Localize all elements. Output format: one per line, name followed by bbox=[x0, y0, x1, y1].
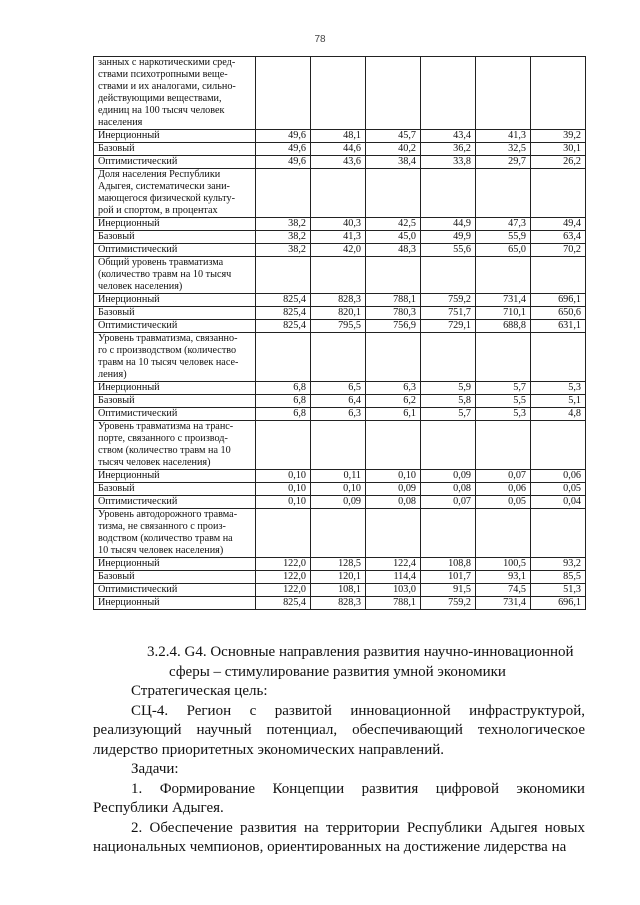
value-cell: 6,2 bbox=[366, 395, 421, 408]
value-cell: 788,1 bbox=[366, 294, 421, 307]
scenario-row bbox=[94, 143, 586, 156]
value-cell: 38,2 bbox=[256, 231, 311, 244]
value-cell: 108,8 bbox=[421, 558, 476, 571]
empty-cell bbox=[311, 333, 366, 382]
empty-cell bbox=[311, 257, 366, 294]
scenario-label: Инерционный bbox=[94, 597, 256, 610]
indicator-name: Доля населения Республики Адыгея, систематически зани- мающегося физической культу- рой и спортом, в процентах bbox=[94, 169, 256, 218]
scenario-label: Инерционный bbox=[94, 470, 256, 483]
empty-cell bbox=[531, 57, 586, 130]
value-cell: 30,1 bbox=[531, 143, 586, 156]
value-cell: 74,5 bbox=[476, 584, 531, 597]
value-cell: 103,0 bbox=[366, 584, 421, 597]
empty-cell bbox=[421, 257, 476, 294]
scenario-label: Оптимистический bbox=[94, 584, 256, 597]
empty-cell bbox=[476, 169, 531, 218]
value-cell: 5,8 bbox=[421, 395, 476, 408]
value-cell: 100,5 bbox=[476, 558, 531, 571]
scenario-row bbox=[94, 218, 586, 231]
indicator-header-row bbox=[94, 509, 586, 558]
empty-cell bbox=[256, 57, 311, 130]
indicator-header-row bbox=[94, 57, 586, 130]
empty-cell bbox=[366, 257, 421, 294]
indicator-name: Уровень травматизма, связанно- го с производством (количество травм на 10 тысяч человек насе- ления) bbox=[94, 333, 256, 382]
value-cell: 631,1 bbox=[531, 320, 586, 333]
section-text bbox=[93, 643, 585, 858]
empty-cell bbox=[366, 57, 421, 130]
value-cell: 122,0 bbox=[256, 558, 311, 571]
value-cell: 5,7 bbox=[476, 382, 531, 395]
empty-cell bbox=[366, 333, 421, 382]
indicator-table bbox=[93, 56, 586, 610]
value-cell: 85,5 bbox=[531, 571, 586, 584]
value-cell: 70,2 bbox=[531, 244, 586, 257]
value-cell: 49,6 bbox=[256, 156, 311, 169]
indicator-header-row bbox=[94, 257, 586, 294]
scenario-row bbox=[94, 320, 586, 333]
value-cell: 0,10 bbox=[256, 496, 311, 509]
value-cell: 0,08 bbox=[366, 496, 421, 509]
value-cell: 45,0 bbox=[366, 231, 421, 244]
value-cell: 710,1 bbox=[476, 307, 531, 320]
value-cell: 5,9 bbox=[421, 382, 476, 395]
value-cell: 6,8 bbox=[256, 382, 311, 395]
value-cell: 6,5 bbox=[311, 382, 366, 395]
value-cell: 40,2 bbox=[366, 143, 421, 156]
value-cell: 0,04 bbox=[531, 496, 586, 509]
scenario-row bbox=[94, 470, 586, 483]
scenario-row bbox=[94, 597, 586, 610]
scenario-label: Базовый bbox=[94, 571, 256, 584]
value-cell: 731,4 bbox=[476, 294, 531, 307]
empty-cell bbox=[311, 509, 366, 558]
value-cell: 49,6 bbox=[256, 143, 311, 156]
value-cell: 63,4 bbox=[531, 231, 586, 244]
value-cell: 44,6 bbox=[311, 143, 366, 156]
empty-cell bbox=[421, 509, 476, 558]
scenario-label: Оптимистический bbox=[94, 156, 256, 169]
scenario-row bbox=[94, 408, 586, 421]
value-cell: 55,9 bbox=[476, 231, 531, 244]
empty-cell bbox=[311, 421, 366, 470]
tasks-label: Задачи: bbox=[131, 761, 179, 777]
value-cell: 42,5 bbox=[366, 218, 421, 231]
value-cell: 0,05 bbox=[476, 496, 531, 509]
empty-cell bbox=[256, 169, 311, 218]
value-cell: 731,4 bbox=[476, 597, 531, 610]
scenario-row bbox=[94, 231, 586, 244]
scenario-label: Инерционный bbox=[94, 218, 256, 231]
value-cell: 0,07 bbox=[421, 496, 476, 509]
value-cell: 729,1 bbox=[421, 320, 476, 333]
empty-cell bbox=[256, 421, 311, 470]
value-cell: 795,5 bbox=[311, 320, 366, 333]
value-cell: 101,7 bbox=[421, 571, 476, 584]
value-cell: 38,2 bbox=[256, 218, 311, 231]
value-cell: 6,1 bbox=[366, 408, 421, 421]
value-cell: 0,10 bbox=[311, 483, 366, 496]
indicator-header-row bbox=[94, 169, 586, 218]
empty-cell bbox=[366, 509, 421, 558]
value-cell: 41,3 bbox=[476, 130, 531, 143]
value-cell: 5,1 bbox=[531, 395, 586, 408]
scenario-label: Базовый bbox=[94, 483, 256, 496]
value-cell: 5,3 bbox=[476, 408, 531, 421]
empty-cell bbox=[531, 421, 586, 470]
value-cell: 122,0 bbox=[256, 584, 311, 597]
scenario-label: Базовый bbox=[94, 307, 256, 320]
empty-cell bbox=[256, 333, 311, 382]
empty-cell bbox=[256, 509, 311, 558]
value-cell: 828,3 bbox=[311, 597, 366, 610]
value-cell: 696,1 bbox=[531, 294, 586, 307]
scenario-row bbox=[94, 294, 586, 307]
value-cell: 0,07 bbox=[476, 470, 531, 483]
empty-cell bbox=[476, 421, 531, 470]
value-cell: 120,1 bbox=[311, 571, 366, 584]
value-cell: 6,3 bbox=[311, 408, 366, 421]
value-cell: 0,09 bbox=[366, 483, 421, 496]
scenario-label: Оптимистический bbox=[94, 496, 256, 509]
value-cell: 0,05 bbox=[531, 483, 586, 496]
value-cell: 825,4 bbox=[256, 307, 311, 320]
scenario-label: Базовый bbox=[94, 143, 256, 156]
scenario-row bbox=[94, 307, 586, 320]
empty-cell bbox=[421, 169, 476, 218]
indicator-name: занных с наркотическими сред- ствами психотропными веще- ствами и их аналогами, сильно- действующими веществами, единиц на 100 тысяч человек населения bbox=[94, 57, 256, 130]
value-cell: 756,9 bbox=[366, 320, 421, 333]
value-cell: 26,2 bbox=[531, 156, 586, 169]
value-cell: 93,1 bbox=[476, 571, 531, 584]
scenario-row bbox=[94, 382, 586, 395]
value-cell: 0,09 bbox=[421, 470, 476, 483]
indicator-name: Уровень травматизма на транс- порте, связанного с производ- ством (количество травм на 10 тысяч человек населения) bbox=[94, 421, 256, 470]
value-cell: 122,4 bbox=[366, 558, 421, 571]
scenario-row bbox=[94, 571, 586, 584]
value-cell: 825,4 bbox=[256, 320, 311, 333]
empty-cell bbox=[476, 257, 531, 294]
value-cell: 5,7 bbox=[421, 408, 476, 421]
scenario-label: Инерционный bbox=[94, 382, 256, 395]
scenario-label: Инерционный bbox=[94, 558, 256, 571]
scenario-label: Оптимистический bbox=[94, 320, 256, 333]
empty-cell bbox=[476, 509, 531, 558]
value-cell: 759,2 bbox=[421, 294, 476, 307]
value-cell: 5,3 bbox=[531, 382, 586, 395]
value-cell: 820,1 bbox=[311, 307, 366, 320]
value-cell: 825,4 bbox=[256, 597, 311, 610]
value-cell: 0,06 bbox=[476, 483, 531, 496]
task-1-line1: 1. Формирование Концепции развития цифровой экономики bbox=[131, 780, 585, 797]
value-cell: 5,5 bbox=[476, 395, 531, 408]
value-cell: 108,1 bbox=[311, 584, 366, 597]
value-cell: 6,8 bbox=[256, 408, 311, 421]
scenario-row bbox=[94, 395, 586, 408]
value-cell: 40,3 bbox=[311, 218, 366, 231]
section-heading: 3.2.4. G4. Основные направления развития научно-инновационной сферы – стимулирование развития умной экономики bbox=[147, 644, 574, 680]
value-cell: 32,5 bbox=[476, 143, 531, 156]
scenario-row bbox=[94, 483, 586, 496]
value-cell: 47,3 bbox=[476, 218, 531, 231]
scenario-row bbox=[94, 584, 586, 597]
empty-cell bbox=[311, 57, 366, 130]
value-cell: 38,2 bbox=[256, 244, 311, 257]
indicator-header-row bbox=[94, 421, 586, 470]
value-cell: 751,7 bbox=[421, 307, 476, 320]
value-cell: 114,4 bbox=[366, 571, 421, 584]
scenario-label: Оптимистический bbox=[94, 408, 256, 421]
empty-cell bbox=[476, 333, 531, 382]
indicator-name: Общий уровень травматизма (количество травм на 10 тысяч человек населения) bbox=[94, 257, 256, 294]
value-cell: 36,2 bbox=[421, 143, 476, 156]
value-cell: 0,10 bbox=[256, 470, 311, 483]
value-cell: 48,3 bbox=[366, 244, 421, 257]
value-cell: 45,7 bbox=[366, 130, 421, 143]
empty-cell bbox=[366, 421, 421, 470]
value-cell: 29,7 bbox=[476, 156, 531, 169]
empty-cell bbox=[421, 57, 476, 130]
value-cell: 42,0 bbox=[311, 244, 366, 257]
value-cell: 44,9 bbox=[421, 218, 476, 231]
empty-cell bbox=[476, 57, 531, 130]
scenario-row bbox=[94, 558, 586, 571]
value-cell: 91,5 bbox=[421, 584, 476, 597]
value-cell: 33,8 bbox=[421, 156, 476, 169]
scenario-row bbox=[94, 244, 586, 257]
page-number: 78 bbox=[314, 34, 326, 45]
task-2-text: 2. Обеспечение развития на территории Республики Адыгея новых национальных чемпионов, ориентированных на достижение лидерства на bbox=[93, 819, 585, 855]
empty-cell bbox=[531, 169, 586, 218]
value-cell: 780,3 bbox=[366, 307, 421, 320]
scenario-label: Базовый bbox=[94, 395, 256, 408]
value-cell: 41,3 bbox=[311, 231, 366, 244]
value-cell: 38,4 bbox=[366, 156, 421, 169]
empty-cell bbox=[256, 257, 311, 294]
empty-cell bbox=[421, 333, 476, 382]
scenario-row bbox=[94, 496, 586, 509]
value-cell: 688,8 bbox=[476, 320, 531, 333]
task-1-line2: Республики Адыгея. bbox=[93, 800, 224, 816]
value-cell: 93,2 bbox=[531, 558, 586, 571]
value-cell: 788,1 bbox=[366, 597, 421, 610]
value-cell: 6,8 bbox=[256, 395, 311, 408]
value-cell: 650,6 bbox=[531, 307, 586, 320]
value-cell: 0,08 bbox=[421, 483, 476, 496]
value-cell: 0,11 bbox=[311, 470, 366, 483]
value-cell: 0,10 bbox=[256, 483, 311, 496]
indicator-name: Уровень автодорожного травма- тизма, не связанного с произ- водством (количество травм на 10 тысяч человек населения) bbox=[94, 509, 256, 558]
value-cell: 4,8 bbox=[531, 408, 586, 421]
empty-cell bbox=[531, 509, 586, 558]
scenario-label: Инерционный bbox=[94, 130, 256, 143]
value-cell: 6,4 bbox=[311, 395, 366, 408]
value-cell: 0,09 bbox=[311, 496, 366, 509]
goal-label: Стратегическая цель: bbox=[131, 683, 268, 699]
empty-cell bbox=[421, 421, 476, 470]
value-cell: 43,4 bbox=[421, 130, 476, 143]
value-cell: 49,9 bbox=[421, 231, 476, 244]
value-cell: 43,6 bbox=[311, 156, 366, 169]
empty-cell bbox=[531, 257, 586, 294]
empty-cell bbox=[531, 333, 586, 382]
value-cell: 49,6 bbox=[256, 130, 311, 143]
empty-cell bbox=[311, 169, 366, 218]
value-cell: 122,0 bbox=[256, 571, 311, 584]
value-cell: 48,1 bbox=[311, 130, 366, 143]
value-cell: 825,4 bbox=[256, 294, 311, 307]
value-cell: 0,06 bbox=[531, 470, 586, 483]
value-cell: 828,3 bbox=[311, 294, 366, 307]
scenario-row bbox=[94, 156, 586, 169]
goal-text: СЦ-4. Регион с развитой инновационной инфраструктурой, реализующий научный потенциал, обеспечивающий технологическое лидерство приоритетных экономических направлений. bbox=[93, 702, 585, 758]
scenario-row bbox=[94, 130, 586, 143]
value-cell: 0,10 bbox=[366, 470, 421, 483]
indicator-header-row bbox=[94, 333, 586, 382]
scenario-label: Базовый bbox=[94, 231, 256, 244]
value-cell: 696,1 bbox=[531, 597, 586, 610]
value-cell: 65,0 bbox=[476, 244, 531, 257]
value-cell: 55,6 bbox=[421, 244, 476, 257]
scenario-label: Оптимистический bbox=[94, 244, 256, 257]
value-cell: 6,3 bbox=[366, 382, 421, 395]
value-cell: 51,3 bbox=[531, 584, 586, 597]
value-cell: 759,2 bbox=[421, 597, 476, 610]
value-cell: 128,5 bbox=[311, 558, 366, 571]
scenario-label: Инерционный bbox=[94, 294, 256, 307]
empty-cell bbox=[366, 169, 421, 218]
value-cell: 39,2 bbox=[531, 130, 586, 143]
value-cell: 49,4 bbox=[531, 218, 586, 231]
